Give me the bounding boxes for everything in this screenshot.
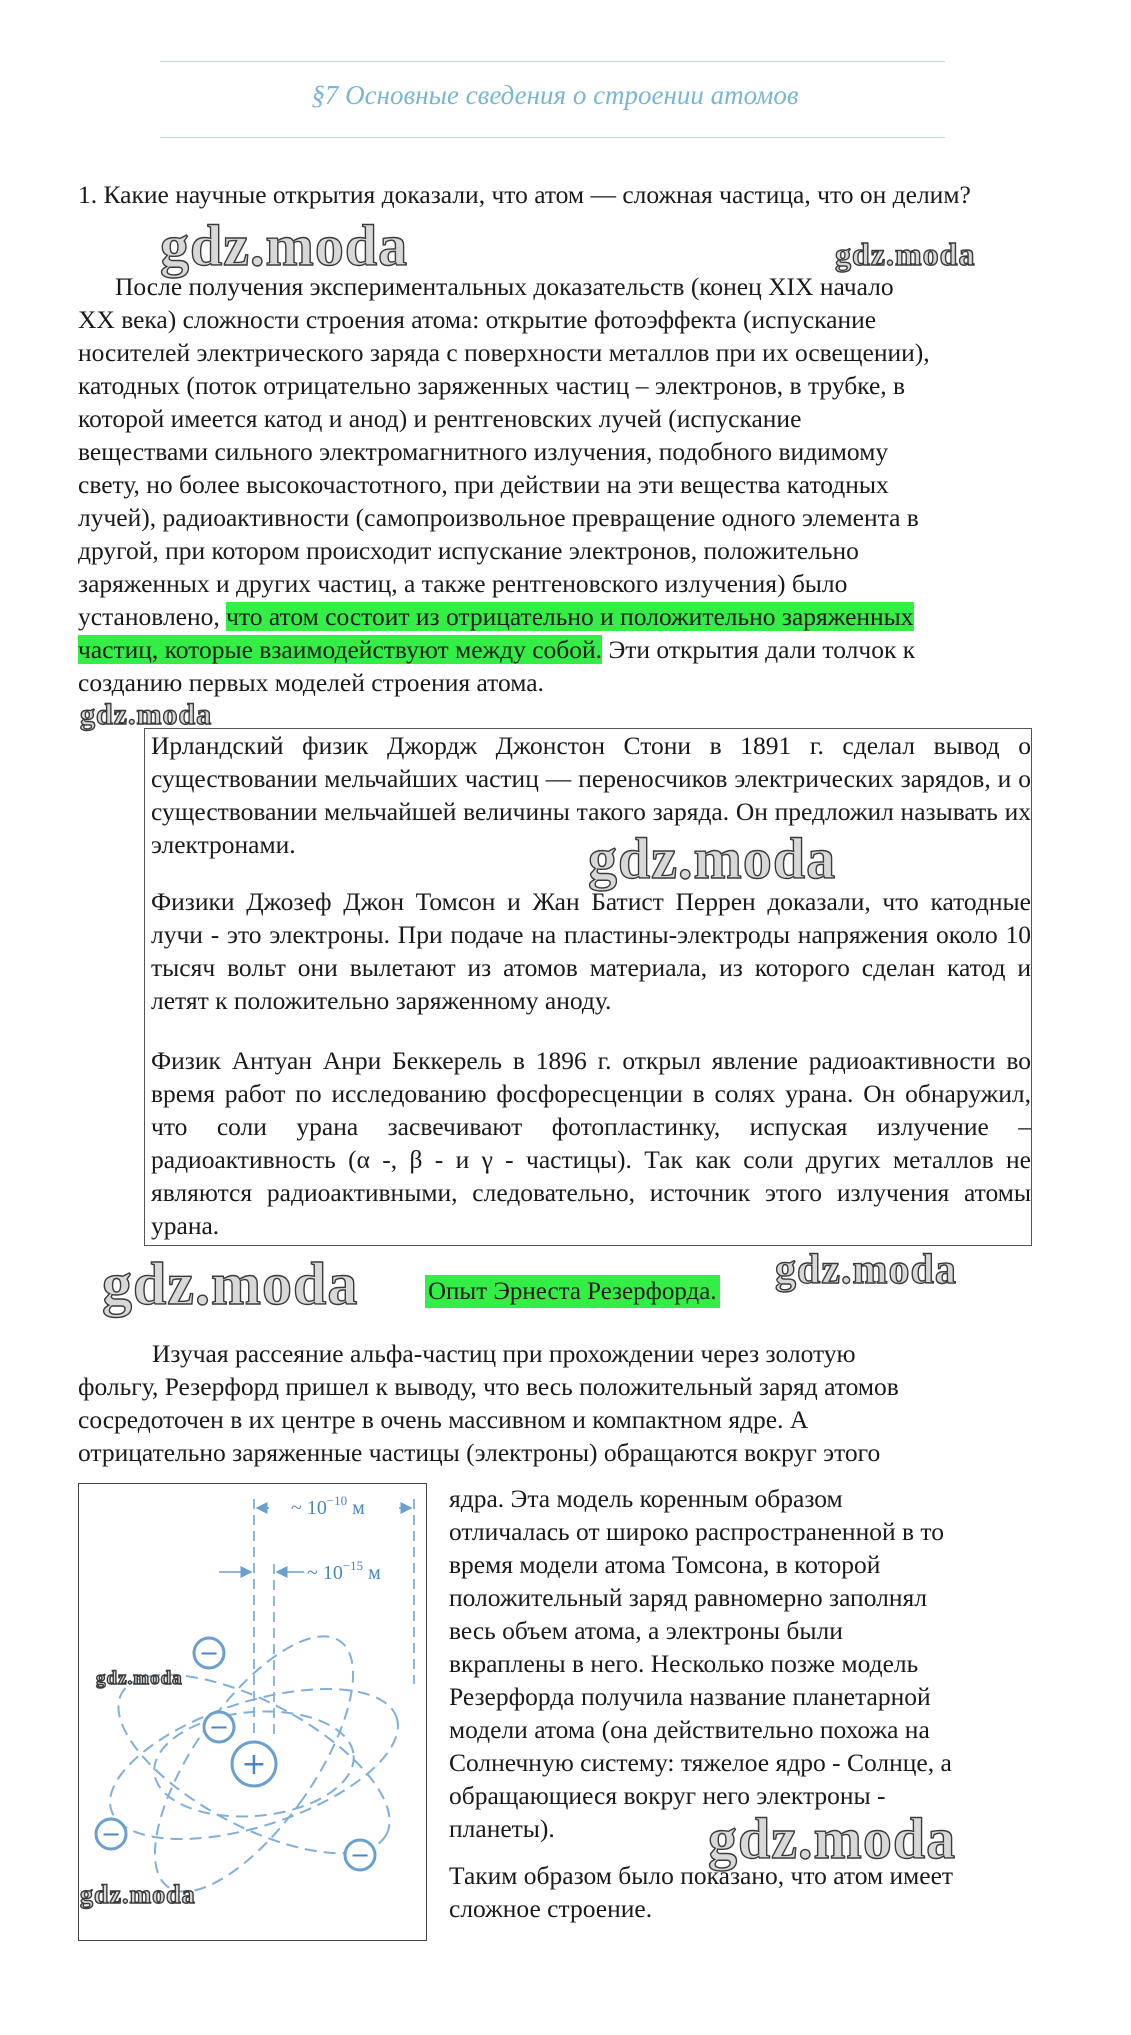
conclusion-line: Таким образом было показано, что атом имеет <box>449 1861 954 1890</box>
history-box <box>144 728 1032 1246</box>
watermark: gdz.moda <box>708 1806 957 1871</box>
answer-paragraph <box>78 270 930 699</box>
electron <box>345 1840 375 1870</box>
side-line: модели атома (она действительно похожа на <box>449 1715 930 1744</box>
answer-line <box>78 600 930 633</box>
answer-line: XX века) сложности строения атома: открытие фотоэффекта (испускание <box>78 305 877 334</box>
answer-plain: установлено, <box>78 602 227 631</box>
electron <box>194 1638 224 1668</box>
rutherford-line: Изучая рассеяние альфа-частиц при прохождении через золотую <box>152 1339 856 1368</box>
watermark: gdz.moda <box>80 1880 196 1909</box>
electron <box>204 1712 234 1742</box>
answer-line: которой имеется катод и анод) и рентгеновских лучей (испускание <box>78 404 802 433</box>
box-paragraph-thomson: Физики Джозеф Джон Томсон и Жан Батист Перрен доказали, что катодные лучи - это электроны. При подаче на пластины-электроды напряжения около 10 тысяч вольт они вылетают из атомов материала, из которого сделан катод и летят к положительно заряженному аноду. <box>151 887 1031 1015</box>
answer-line: заряженных и других частиц, а также рентгеновского излучения) было <box>78 569 848 598</box>
side-line: весь объем атома, а электроны были <box>449 1616 843 1645</box>
side-line: отличалась от широко распространенной в то <box>449 1517 944 1546</box>
side-line: Солнечную систему: тяжелое ядро - Солнце, а <box>449 1748 952 1777</box>
watermark: gdz.moda <box>80 698 213 731</box>
answer-line: созданию первых моделей строения атома. <box>78 668 544 697</box>
rutherford-line: сосредоточен в их центре в очень массивном и компактном ядре. А <box>78 1405 809 1434</box>
side-line: ядра. Эта модель коренным образом <box>449 1484 843 1513</box>
answer-line: носителей электрического заряда с поверхности металлов при их освещении), <box>78 338 930 367</box>
answer-line: веществами сильного электромагнитного излучения, подобного видимому <box>78 437 889 466</box>
answer-line: лучей), радиоактивности (самопроизвольное превращение одного элемента в <box>78 503 919 532</box>
watermark: gdz.moda <box>775 1247 957 1293</box>
side-line: Резерфорда получила название планетарной <box>449 1682 931 1711</box>
answer-plain: Эти открытия дали толчок к <box>602 635 916 664</box>
electron <box>96 1819 126 1849</box>
watermark: gdz.moda <box>588 826 837 891</box>
answer-line: После получения экспериментальных доказательств (конец XIX начало <box>115 272 894 301</box>
watermark: gdz.moda <box>160 213 409 278</box>
answer-highlight: что атом состоит из отрицательно и положительно заряженных <box>226 602 914 631</box>
side-line: обращающиеся вокруг него электроны - <box>449 1781 886 1810</box>
answer-line: катодных (поток отрицательно заряженных частиц – электронов, в трубке, в <box>78 371 906 400</box>
watermark: gdz.moda <box>102 1251 359 1317</box>
header-rule-bottom <box>160 137 945 138</box>
box-paragraph-becquerel: Физик Антуан Анри Беккерель в 1896 г. открыл явление радиоактивности во время работ по исследованию фосфоресценции в солях урана. Он обнаружил, что соли урана засвечивают фотопластинку, испуская излучение – радиоактивность (α -, β - и γ - частицы). Так как соли других металлов не являются радиоактивными, следовательно, источник этого излучения атомы урана. <box>151 1046 1031 1240</box>
svg-text:−: − <box>100 1820 122 1848</box>
box-paragraph-stoney: Ирландский физик Джордж Джонстон Стони в 1891 г. сделал вывод о существовании мельчайших частиц — переносчиков электрических зарядов, и о существовании мельчайшей величины такого заряда. Он предложил называть их электронами. <box>151 731 1031 859</box>
answer-line <box>78 633 930 666</box>
svg-text:+: + <box>241 1747 267 1782</box>
side-line: положительный заряд равномерно заполнял <box>449 1583 927 1612</box>
svg-text:−: − <box>198 1639 220 1667</box>
atom-size-label: ~ $10^{-10}$ м <box>291 1493 365 1519</box>
svg-text:−: − <box>208 1713 230 1741</box>
header-rule-top <box>160 61 945 62</box>
atom-diagram <box>79 1484 426 1940</box>
answer-highlight: частиц, которые взаимодействуют между собой. <box>78 635 603 664</box>
rutherford-line: отрицательно заряженные частицы (электроны) обращаются вокруг этого <box>78 1438 881 1467</box>
answer-line: другой, при котором происходит испускание электронов, положительно <box>78 536 859 565</box>
chapter-title: §7 Основные сведения о строении атомов <box>311 80 799 110</box>
atom-model-figure <box>78 1483 427 1941</box>
rutherford-line: фольгу, Резерфорд пришел к выводу, что весь положительный заряд атомов <box>78 1372 899 1401</box>
rutherford-paragraph <box>78 1337 899 1469</box>
conclusion-line: сложное строение. <box>449 1894 653 1923</box>
side-line: планеты). <box>449 1814 555 1843</box>
watermark: gdz.moda <box>835 236 976 272</box>
nucleus-size-label: ~ $10^{-15}$ м <box>307 1558 381 1584</box>
watermark: gdz.moda <box>96 1668 183 1689</box>
answer-line: свету, но более высокочастотного, при действии на эти вещества катодных <box>78 470 889 499</box>
nucleus <box>232 1742 276 1786</box>
side-line: вкраплены в него. Несколько позже модель <box>449 1649 919 1678</box>
side-line: время модели атома Томсона, в которой <box>449 1550 881 1579</box>
svg-text:−: − <box>349 1841 371 1869</box>
rutherford-heading: Опыт Эрнеста Резерфорда. <box>425 1275 720 1308</box>
question-text: 1. Какие научные открытия доказали, что атом — сложная частица, что он делим? <box>78 180 971 209</box>
